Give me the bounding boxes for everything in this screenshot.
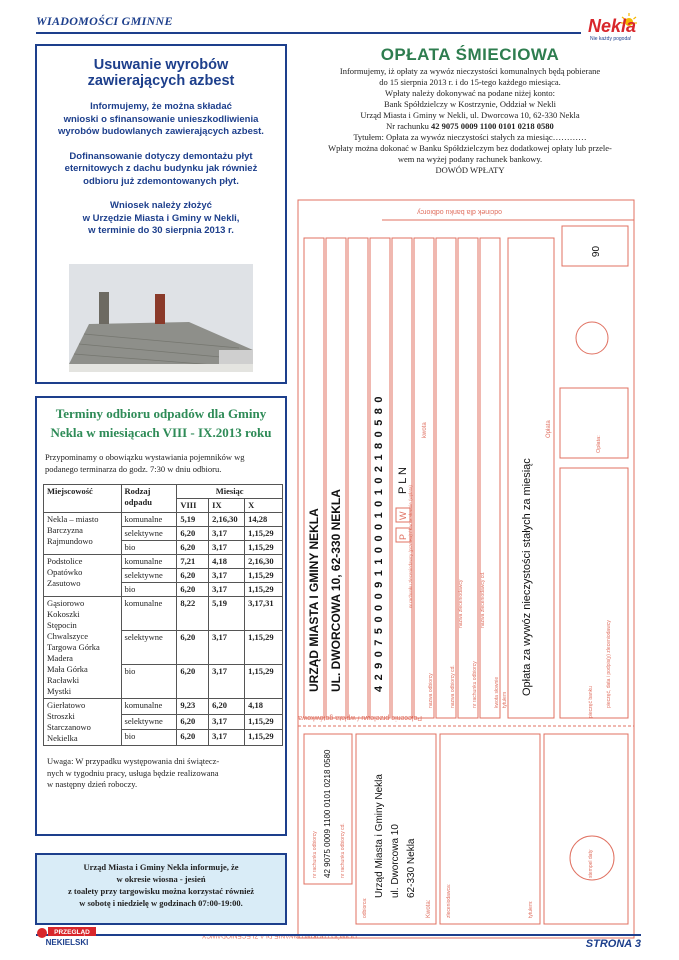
date-cell: 1,15,29 [245, 665, 283, 699]
header-month-ix: IX [209, 499, 245, 513]
date-cell: 5,19 [209, 597, 245, 631]
waste-type-cell: bio [121, 583, 177, 597]
waste-type-cell: selektywne [121, 714, 177, 730]
receipt-account-cd: nr rachunku odbiorcy cd. [340, 823, 346, 878]
waste-type-cell: selektywne [121, 569, 177, 583]
asbestos-para2-line2: eternitowych z dachu budynku jak również [64, 163, 258, 174]
locality-name: Kokoszki [47, 609, 80, 619]
asbestos-title-line2: zawierających azbest [87, 73, 235, 89]
logo-shield-icon [37, 928, 47, 938]
locality-name: Gierłatowo [47, 700, 86, 710]
date-cell: 2,16,30 [209, 513, 245, 527]
przeglad-nekielski-logo-drawing [36, 925, 98, 947]
form-recipient-name: URZĄD MIASTA I GMINY NEKLA [307, 508, 321, 692]
asbestos-para2-line1: Dofinansowanie dotyczy demontażu płyt [69, 150, 253, 162]
currency-box-2: P [398, 533, 408, 540]
form-side-label: Polecenie przelewu / wpłata gotówkowa [298, 714, 422, 721]
locality-name: Gąsiorowo [47, 598, 85, 608]
date-cell: 3,17 [209, 665, 245, 699]
asbestos-para3-line1: Wniosek należy złożyć [110, 200, 212, 211]
form-code: 06 [589, 246, 600, 258]
date-cell: 1,15,29 [245, 569, 283, 583]
waste-type-cell: bio [121, 665, 177, 699]
przeglad-nekielski-logo [36, 925, 98, 947]
table-row [44, 513, 283, 527]
asbestos-title-line1: Usuwanie wyrobów [93, 57, 229, 73]
date-cell: 8,22 [177, 597, 209, 631]
date-cell: 6,20 [177, 631, 209, 665]
locality-name: Zasutowo [47, 578, 81, 588]
footer-rule [36, 934, 641, 936]
locality-cell [44, 699, 122, 746]
fee-info [300, 44, 640, 176]
receipt-recipient-line1: Urząd Miasta i Gminy Nekla [374, 774, 385, 898]
toilet-notice-line3: z toalety przy targowisku można korzystać również [67, 886, 255, 896]
label-kwota-slownie: kwota słownie [494, 676, 500, 708]
fee-line3: Wpłaty należy dokonywać na podane niżej konto: [385, 88, 555, 98]
receipt-payer-label: zleceniodawca: [446, 883, 452, 918]
asbestos-para1-line2: wnioski o sfinansowanie unieszkodliwienia [63, 113, 259, 125]
schedule-title-line1: Terminy odbioru odpadów dla Gminy [55, 406, 267, 421]
waste-type-cell: komunalne [121, 597, 177, 631]
schedule-note-line1: Uwaga: W przypadku występowania dni świątecz- [47, 756, 220, 766]
fee-line2: do 15 sierpnia 2013 r. i do 15-tego każdego miesiąca. [379, 77, 561, 87]
locality-name: Mała Górka [47, 664, 88, 674]
locality-name: Nekielka [47, 733, 78, 743]
date-cell: 3,17 [209, 730, 245, 746]
date-cell: 3,17 [209, 714, 245, 730]
receipt-recipient-line2: ul. Dworcowa 10 [390, 824, 401, 898]
locality-name: Starczanowo [47, 722, 91, 732]
date-cell: 3,17 [209, 527, 245, 541]
date-cell: 2,16,30 [245, 555, 283, 569]
locality-name: Mystki [47, 686, 72, 696]
fee-title: OPŁATA ŚMIECIOWA [380, 45, 560, 64]
receipt-stamp: stempel daty [588, 849, 594, 878]
date-cell: 6,20 [177, 730, 209, 746]
header-waste-type-line2: odpadu [124, 497, 152, 507]
schedule-intro-line1: Przypominamy o obowiązku wystawiania pojemników wg [45, 452, 245, 462]
date-cell: 3,17 [209, 569, 245, 583]
table-row [44, 597, 283, 631]
footer-logo-line1: PRZEGLĄD [54, 929, 90, 936]
stamp-circle [576, 322, 608, 354]
toilet-notice-line2: w okresie wiosna - jesień [116, 874, 206, 884]
asbestos-para3-line3: w terminie do 30 sierpnia 2013 r. [88, 225, 234, 236]
label-nr-rachunku-zleceniodawcy: nr rachunku zleceniodawcy (przelew) / kwota słownie (wpłata) [408, 484, 413, 608]
locality-name: Stroszki [47, 711, 75, 721]
toilet-notice-line4: w sobotę i niedzielę w godzinach 07:00-19:00. [79, 898, 243, 908]
receipt-recipient-label: odbiorca: [362, 897, 368, 918]
schedule-title [43, 404, 279, 442]
waste-type-cell: selektywne [121, 631, 177, 665]
receipt-title-label: tytułem: [528, 900, 534, 918]
form-fee-label: Opłata: [596, 435, 602, 453]
form-kwota-label: kwota [422, 422, 428, 438]
date-cell: 7,21 [177, 555, 209, 569]
asbestos-para1-line3: wyrobów budowlanych zawierających azbest. [58, 126, 264, 137]
schedule-table [43, 484, 283, 746]
date-cell: 1,15,29 [245, 714, 283, 730]
form-account-digits: 4 2 9 0 7 5 0 0 0 9 1 1 0 0 0 1 0 1 0 2 1 8 0 5 8 0 [373, 395, 385, 692]
date-cell: 1,15,29 [245, 541, 283, 555]
date-cell: 6,20 [177, 665, 209, 699]
locality-name: Barczyzna [47, 525, 83, 535]
schedule-intro-line2: podanego terminarza do godz. 7:30 w dniu odbioru. [45, 463, 222, 474]
date-cell: 1,15,29 [245, 631, 283, 665]
locality-cell [44, 513, 122, 555]
asbestos-para1-line1: Informujemy, że można składać [90, 101, 232, 112]
locality-name: Nekla – miasto [47, 514, 99, 524]
fee-account-line [300, 121, 640, 132]
locality-cell [44, 555, 122, 597]
payment-form [292, 198, 640, 940]
date-cell: 3,17 [209, 631, 245, 665]
schedule-note [43, 756, 279, 791]
receipt-account: 42 9075 0009 1100 0101 0218 0580 [323, 749, 332, 878]
date-cell: 1,15,29 [245, 527, 283, 541]
date-cell: 1,15,29 [245, 583, 283, 597]
form-top-strip: odcinek dla banku odbiorcy [417, 208, 502, 215]
page-number: STRONA 3 [585, 938, 641, 950]
footer-logo-line2: NEKIELSKI [45, 938, 89, 947]
date-cell: 3,17 [209, 583, 245, 597]
table-row [44, 699, 283, 715]
locality-name: Opatówko [47, 567, 83, 577]
locality-name: Stępocin [47, 620, 77, 630]
header-waste-type [121, 485, 177, 513]
schedule-body [44, 513, 283, 746]
payment-form-drawing [292, 198, 640, 940]
waste-type-cell: komunalne [121, 513, 177, 527]
logo-tagline: Nie każdy pogoda! [590, 36, 632, 42]
asbestos-title [47, 57, 275, 89]
fee-account-number: 42 9075 0009 1100 0101 0218 0580 [431, 121, 554, 131]
waste-type-cell: bio [121, 730, 177, 746]
date-cell: 14,28 [245, 513, 283, 527]
locality-name: Targowa Górka [47, 642, 100, 652]
label-nr-rachunku-odbiorcy: nr rachunku odbiorcy [472, 661, 478, 708]
waste-type-cell: selektywne [121, 527, 177, 541]
date-cell: 4,18 [245, 699, 283, 715]
date-cell: 9,23 [177, 699, 209, 715]
form-sig-label: pieczęć, data i podpis(y) zleceniodawcy [606, 620, 612, 708]
form-oplata-label: Opłata [546, 420, 552, 438]
form-stamp-label: pieczęć banku [588, 686, 594, 718]
asbestos-roof-photo [69, 264, 253, 372]
currency-box-1: W [398, 511, 408, 520]
date-cell: 5,19 [177, 513, 209, 527]
schedule-title-line2: Nekla w miesiącach VIII - IX.2013 roku [50, 425, 272, 440]
fee-line8: Wpłaty można dokonać w Banku Spółdzielczym bez dodatkowej opłaty lub przele- [328, 143, 612, 153]
locality-name: Rajmundowo [47, 536, 93, 546]
date-cell: 6,20 [177, 714, 209, 730]
fee-line5: Urząd Miasta i Gminy w Nekli, ul. Dworcowa 10, 62-330 Nekla [360, 110, 580, 120]
date-cell: 4,18 [209, 555, 245, 569]
receipt-kwota-label: Kwota: [426, 899, 432, 918]
toilet-notice-box [35, 853, 287, 925]
header-rule [36, 32, 581, 34]
locality-name: Podstolice [47, 556, 83, 566]
header-waste-type-line1: Rodzaj [124, 486, 151, 496]
fee-line10: DOWÓD WPŁATY [435, 165, 505, 175]
header-month-x: X [245, 499, 283, 513]
asbestos-para2 [47, 151, 275, 189]
waste-type-cell: komunalne [121, 699, 177, 715]
receipt-account-label: nr rachunku odbiorcy [312, 831, 318, 878]
locality-cell [44, 597, 122, 699]
date-cell: 1,15,29 [245, 730, 283, 746]
logo-name: Nekla [588, 16, 637, 36]
fee-line7: Tytułem: Opłata za wywóz nieczystości stałych za miesiąc………… [353, 132, 587, 142]
schedule-note-line3: w następny dzień roboczy. [47, 779, 138, 789]
label-nazwa-zleceniodawcy-cd: nazwa zleceniodawcy cd. [480, 571, 486, 628]
section-title: WIADOMOŚCI GMINNE [36, 14, 173, 28]
waste-type-cell: komunalne [121, 555, 177, 569]
schedule-note-line2: nych w tygodniu pracy, usługa będzie realizowana [47, 767, 219, 778]
label-tytulem: tytułem [502, 691, 508, 708]
label-nazwa-odbiorcy-cd: nazwa odbiorcy cd. [450, 665, 456, 708]
asbestos-para3-line2: w Urzędzie Miasta i Gminy w Nekli, [82, 212, 240, 224]
fee-account-label: Nr rachunku [386, 121, 429, 131]
date-cell: 6,20 [177, 583, 209, 597]
waste-type-cell: bio [121, 541, 177, 555]
header-month: Miesiąc [177, 485, 283, 499]
date-cell: 6,20 [177, 527, 209, 541]
fee-line9: wem na wyżej podany rachunek bankowy. [397, 154, 543, 164]
toilet-notice-line1: Urząd Miasta i Gminy Nekla informuje, że [83, 862, 239, 872]
label-nazwa-zleceniodawcy: nazwa zleceniodawcy [458, 579, 464, 628]
date-cell: 3,17,31 [245, 597, 283, 631]
asbestos-box [35, 44, 287, 384]
header-month-viii: VIII [177, 499, 209, 513]
form-currency: P L N [397, 467, 409, 494]
locality-name: Madera [47, 653, 73, 663]
schedule-intro [43, 452, 279, 475]
receipt-recipient-line3: 62-330 Nekla [406, 838, 417, 898]
date-cell: 6,20 [209, 699, 245, 715]
asbestos-para2-line3: odbioru już zdemontowanych płyt. [83, 175, 239, 187]
asbestos-para3 [47, 200, 275, 238]
form-title-text: Opłata za wywóz nieczystości stałych za miesiąc [521, 458, 533, 696]
asbestos-para1 [47, 101, 275, 139]
form-recipient-address: UL. DWORCOWA 10, 62-330 NEKLA [329, 489, 343, 692]
locality-name: Chwalszyce [47, 631, 89, 641]
locality-name: Racławki [47, 675, 80, 685]
date-cell: 6,20 [177, 541, 209, 555]
fee-line1: Informujemy, iż opłaty za wywóz nieczystości komunalnych będą pobierane [339, 66, 601, 76]
waste-schedule-box [35, 396, 287, 836]
table-row [44, 555, 283, 569]
label-nazwa-odbiorcy: nazwa odbiorcy [428, 673, 434, 708]
fee-line4: Bank Spółdzielczy w Kostrzynie, Oddział w Nekli [383, 99, 557, 109]
date-cell: 3,17 [209, 541, 245, 555]
nekla-logo [584, 12, 644, 42]
date-cell: 6,20 [177, 569, 209, 583]
header-locality: Miejscowość [44, 485, 122, 513]
